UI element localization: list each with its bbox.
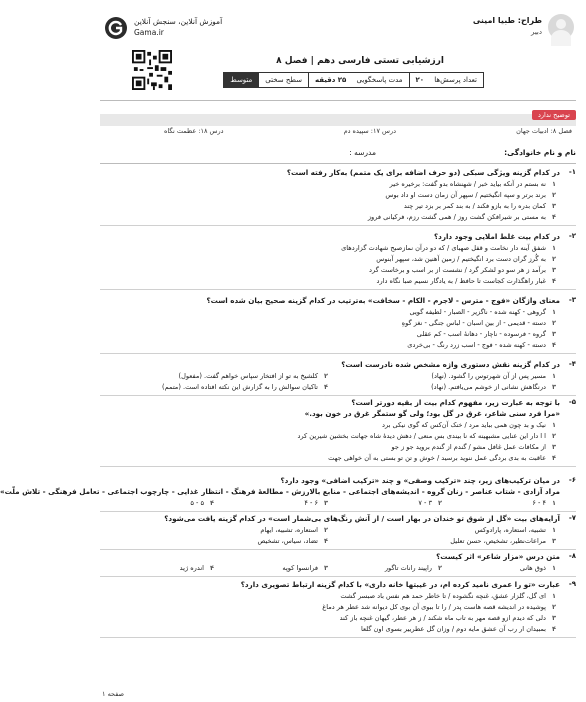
option-text: استعاره، تشبیه، ایهام [260,526,318,534]
option-text: پوشیده در اندیشه قصه هاست پدر / را تا ببوی آن بوی کل دیوانه شد عطر هر دماغ [322,603,546,611]
option-number: ۱ [551,421,556,429]
divider [100,163,576,164]
question-passage: مراد آزادی - شتاب عناصر - زنان گروه - اندیشه‌های اجتماعی - منابع بالارزش - مطالعهٔ فرهنگ - انتظار غذایی - چارچوب اجتماعی - تعامل فرهنگی - تلاش ملّت» [0,487,560,496]
option-text: نه بستم در آنکه بیاید خبر / شهنشاه بدو گفت: برخیره خیر [389,180,546,188]
option-text: عاقبت به بدی بردگی عمل ننوید برسید / خوش و تن تو بستی به آن خواهی جهت [328,454,546,462]
option-text: ذوق هانی [519,564,546,572]
option-number: ۴ [551,277,556,285]
question-number: ۳- [568,296,576,304]
option-number: ۳ [551,443,556,451]
option-4[interactable] [104,498,214,508]
exam-meta [223,72,484,88]
brand-block[interactable] [102,10,252,50]
student-row [100,148,576,162]
question-number: ۹- [568,580,576,588]
option-2[interactable] [332,498,442,508]
meta-difficulty [258,73,308,87]
option-2[interactable] [104,431,556,441]
option-text: به گُرز گران دست برد انگیختیم / زمین آهنین شد، سپهر آبنوس [376,255,546,263]
meta-duration [308,73,409,87]
meta-value: ۲۰ [415,76,425,84]
question-divider [100,549,576,550]
option-number: ۳ [551,383,556,391]
option-text: تاکیان سوالش را به گزارش این نکته افتاده است. (متمم) [162,383,318,391]
question-number: ۲- [568,232,576,240]
option-4[interactable] [104,276,556,286]
option-4[interactable] [104,212,556,222]
option-text: ۵ - ۵ [190,499,204,507]
lesson-18: درس ۱۸: عظمت نگاه [164,127,224,135]
option-3[interactable] [104,613,556,623]
note-tag: توضیح ندارد [532,110,576,120]
meta-label: سطح سختی [265,76,302,84]
option-text: تشبیه، استعاره، پارادوکس [474,526,546,534]
divider [100,100,576,101]
option-3[interactable] [332,536,556,546]
option-4[interactable] [104,536,328,546]
question-text: با توجه به عبارت زیر، مفهوم کدام بیت از بقیه دورتر است؟ [351,398,560,407]
option-number: ۱ [551,564,556,572]
option-text: برآمد ز هر سو دو لشکر گرد / نشست از بر اسب و برخاست گرد [369,266,546,274]
question-divider [100,637,576,638]
option-text: دسته - کهنه شده - فوج - اسب زرد رنگ - بی‌خردی [407,341,546,349]
option-3[interactable] [104,329,556,339]
meta-value: ۲۵ دقیقه [314,76,347,84]
option-text: از مکافات عمل غافل مشو / گندم از گندم بروید جو ز جو [391,443,546,451]
brand-text [134,16,250,38]
option-text: درنگاهش نشانی از خوشم می‌یافتم. (نهاد) [431,383,546,391]
option-number: ۱ [551,308,556,316]
option-number: ۴ [551,213,556,221]
option-text: کمان بدره را به بازو فکند / به بند کمر بر بزد تیر چند [403,202,546,210]
option-4[interactable] [104,624,556,634]
option-text: نیک و بد چون همی بباید مرد / خنک آن‌کس که گوی نیکی برد [382,421,546,429]
option-number: ۲ [551,603,556,611]
option-4[interactable] [104,340,556,350]
meta-difficulty-value: متوسط [224,73,258,87]
option-2[interactable] [104,602,556,612]
option-3[interactable] [104,201,556,211]
qr-code-icon[interactable] [132,50,172,90]
option-text: ۶ - ۴ [304,499,318,507]
option-4[interactable] [104,563,214,573]
meta-label: مدت پاسخگویی [356,76,403,84]
option-4[interactable] [104,453,556,463]
exam-title: ارزشیابی تستی فارسی دهم | فصل ۸ [276,56,444,66]
question-text: عبارت «تو را عمری نامید کرده ام، در غیبتها خانه داری» با کدام گزینه ارتباط تصویری دارد؟ [240,580,560,589]
option-text: به مستی بر شیرافکن گشت روز / همی گشت رزم، فرکیانی فروز [367,213,546,221]
option-text: برند برتر و سپه انگیختیم / سپهر آن زمان دست او داد بوس [385,191,546,199]
lesson-17: درس ۱۷: سپیده دم [343,127,397,135]
question-2 [100,232,576,292]
option-2[interactable] [104,190,556,200]
student-name-label: نام و نام خانوادگی: [504,148,576,157]
option-2[interactable] [104,371,328,381]
question-number: ۷- [568,514,576,522]
question-divider [100,395,576,396]
brand-name: آموزش آنلاین، سنجش آنلاین [134,17,223,26]
option-3[interactable] [104,265,556,275]
option-1[interactable] [332,371,556,381]
option-1[interactable] [446,498,556,508]
option-text: غبار راهگذارت کجاست تا حافظ / به یادگار نسیم صبا نگاه دارد [376,277,546,285]
option-number: ۳ [551,266,556,274]
question-divider [100,576,576,577]
option-4[interactable] [104,382,328,392]
question-number: ۶- [568,476,576,484]
option-text: مسیر پس از آن شهرتوس را گشود. (نهاد) [431,372,546,380]
option-number: ۱ [551,499,556,507]
option-number: ۴ [209,564,214,572]
option-text: کلشیخ به تو از افتخار سپاس خواهم گفت. (مفعول) [178,372,318,380]
question-divider [100,466,576,467]
option-number: ۴ [209,499,214,507]
school-label: مدرسه : [349,148,376,157]
option-text: ۳ - ۷ [418,499,432,507]
option-text: فرانسوا کوپه [282,564,318,572]
option-1[interactable] [104,591,556,601]
option-1[interactable] [104,243,556,253]
question-text: در کدام گزینه نقش دستوری واژه مشخص شده نادرست است؟ [341,360,560,369]
question-number: ۸- [568,552,576,560]
question-3 [100,296,576,356]
question-divider [100,225,576,226]
option-text: بمبیدان ار رب آن عشق مایه دوم / وزان گل عطرییر بسوی اون گلعا [360,625,546,633]
question-number: ۵- [568,398,576,406]
option-number: ۱ [551,592,556,600]
option-number: ۲ [551,432,556,440]
meta-label: تعداد پرسش‌ها [434,76,477,84]
author-block [374,14,574,50]
option-1[interactable] [104,420,556,430]
question-divider [100,511,576,512]
option-text: دسته - قدیمی - از بین اسبان - لباس جنگی - نغز گوهِ [401,319,546,327]
question-5 [100,398,576,462]
option-text: ا ا دار این عنایی مشبهینه که نا بیندی بس منعی / دهش دیدهٔ شاه جهانت بخشین شیرین کرد [297,432,546,440]
question-1 [100,168,576,228]
option-number: ۴ [323,537,328,545]
option-text: شفق آینه دار نخامت و قفل صهبای / که دو درآن نمازصبح شهادت گزاردهای [341,244,546,252]
brand-site[interactable]: Gama.ir [134,28,164,37]
option-number: ۳ [551,614,556,622]
option-number: ۲ [551,191,556,199]
option-number: ۴ [551,454,556,462]
option-number: ۴ [551,625,556,633]
option-number: ۲ [437,499,442,507]
option-3[interactable] [332,382,556,392]
option-2[interactable] [104,525,328,535]
gama-logo-icon [104,16,128,40]
meta-question-count [409,73,484,87]
option-number: ۳ [551,330,556,338]
header [102,10,574,92]
author-role: دبیر [530,28,542,36]
question-number: ۴- [568,360,576,368]
option-number: ۴ [551,341,556,349]
option-text: گروهی - کهنه شده - ناگزیر - الصبار - لطیفه گویی [409,308,546,316]
option-number: ۳ [551,537,556,545]
question-text: در کدام گزینه ویژگی سبکی (دو حرف اضافه برای یک متمم) به‌کار رفته است؟ [286,168,560,177]
lesson-row [100,127,576,139]
option-text: تضاد، سیاس، تشخیص [257,537,318,545]
option-number: ۳ [551,202,556,210]
option-2[interactable] [332,563,442,573]
page-number: صفحه ۱ [102,690,125,698]
avatar [548,14,574,40]
question-text: در کدام بیت غلط املایی وجود دارد؟ [433,232,560,241]
option-number: ۲ [323,526,328,534]
option-1[interactable] [104,307,556,317]
option-3[interactable] [104,442,556,452]
option-number: ۳ [323,499,328,507]
option-1[interactable] [332,525,556,535]
option-3[interactable] [218,498,328,508]
option-number: ۲ [437,564,442,572]
option-text: اندره ژید [179,564,204,572]
question-text: در میان ترکیب‌های زیر، چند «ترکیب وصفی» و چند «ترکیب اضافی» وجود دارد؟ [280,476,560,485]
option-text: ۴ - ۶ [532,499,546,507]
question-divider [100,289,576,290]
option-number: ۱ [551,372,556,380]
option-text: ای گل، گلزار عشق، غنچه نگشوده / تا خاطر حمد هم نفس باد صبسر گشت [340,592,546,600]
option-2[interactable] [104,254,556,264]
question-text: معنای واژگان «فوج - مترس - لاجرم - الکام - سخافت» به‌ترتیب در کدام گزینه صحیح بیان شده است؟ [206,296,560,305]
option-number: ۲ [323,372,328,380]
question-number: ۱- [568,168,576,176]
option-number: ۳ [323,564,328,572]
option-text: مراعات‌نظیر، تشخیص، حسن تعلیل [450,537,546,545]
option-number: ۲ [551,319,556,327]
question-text: آرایه‌های بیت «گل از شوق تو خندان در بهار است / از آنش رنگ‌های بی‌شمار است» در کدام گزینه یافت می‌شود؟ [164,514,560,523]
option-number: ۴ [323,383,328,391]
question-9 [100,580,576,640]
question-passage: «مرا فرد سنی شاعر، غرق در گل بود؛ ولی گو ستمگر غرق در خون بود.» [304,409,560,418]
option-2[interactable] [104,318,556,328]
author-name: طراح: طبیا امینی [472,16,542,25]
option-number: ۱ [551,180,556,188]
option-number: ۱ [551,244,556,252]
option-3[interactable] [218,563,328,573]
option-text: راپیند رانات تاگور [384,564,432,572]
option-number: ۲ [551,255,556,263]
option-1[interactable] [104,179,556,189]
note-bar [100,114,576,126]
lesson-chapter: فصل ۸: ادبیات جهان [516,127,572,135]
option-text: دلی که دیدم ازو قصه مهر به تاب ماه شکند / ز هر عطر، گیهان غنچه باز کند [339,614,546,622]
option-number: ۱ [551,526,556,534]
option-1[interactable] [446,563,556,573]
question-divider [100,353,576,354]
option-text: گروه - فرسوده - ناچار - دهانهٔ اسب - کم عقلی [416,330,546,338]
question-text: متن درس «مزار شاعر» اثر کیست؟ [436,552,560,561]
